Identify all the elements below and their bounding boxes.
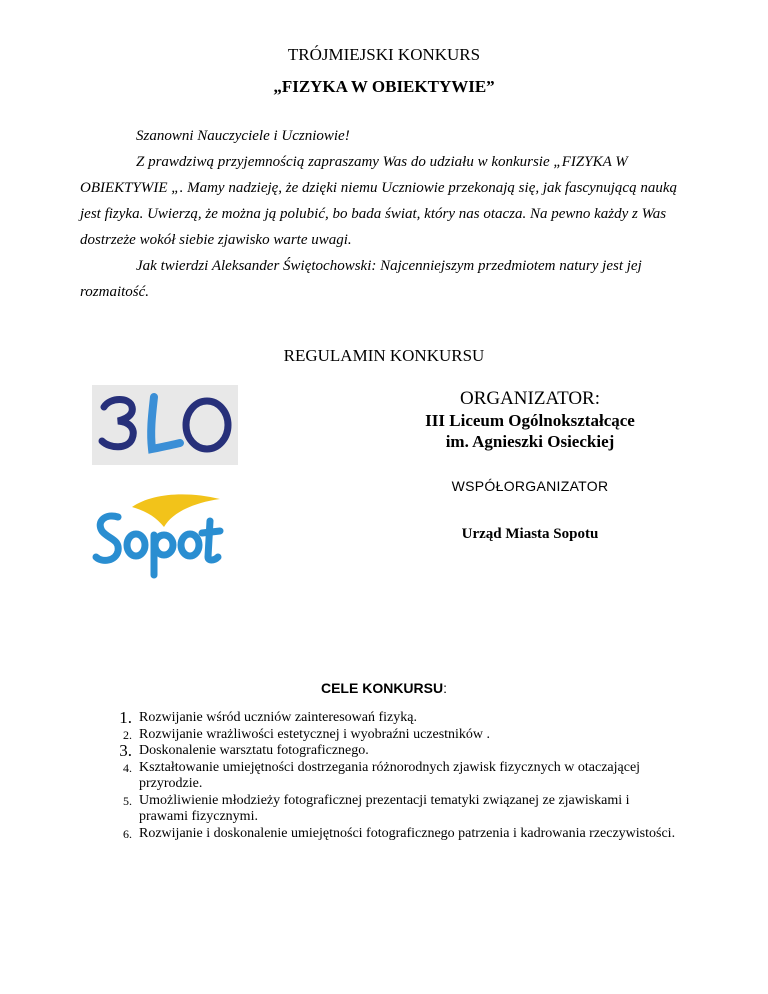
list-item bbox=[80, 826, 680, 843]
organizer-label: ORGANIZATOR: bbox=[459, 388, 601, 409]
intro-paragraph-1 bbox=[80, 123, 680, 253]
list-item-text: Rozwijanie wśród uczniów zainteresowań fizyką. bbox=[139, 710, 417, 725]
list-item-text: Umożliwienie młodzieży fotograficznej prezentacji tematyki związanej ze zjawiskami i prawami fizycznymi. bbox=[139, 792, 630, 824]
list-item bbox=[80, 793, 680, 826]
list-item bbox=[80, 760, 680, 793]
list-item-number: 4. bbox=[123, 760, 132, 775]
3lo-logo bbox=[92, 385, 238, 465]
list-item-text: Kształtowanie umiejętności dostrzegania różnorodnych zjawisk fizycznych w otaczającej przyrodzie. bbox=[139, 759, 641, 791]
list-item-text: Doskonalenie warsztatu fotograficznego. bbox=[139, 743, 369, 758]
goals-title-text: CELE KONKURSU bbox=[320, 680, 444, 696]
greeting: Szanowni Nauczyciele i Uczniowie! bbox=[136, 128, 350, 144]
coorganizer-name: Urząd Miasta Sopotu bbox=[461, 526, 599, 542]
list-item-text: Rozwijanie i doskonalenie umiejętności fotograficznego patrzenia i kadrowania rzeczywistości. bbox=[139, 825, 676, 841]
organizer-name-line2: im. Agnieszki Osieckiej bbox=[445, 432, 615, 451]
list-item bbox=[80, 727, 680, 744]
goals-title-colon: : bbox=[443, 680, 447, 696]
sopot-logo-icon bbox=[92, 487, 224, 579]
list-item-number: 5. bbox=[123, 793, 132, 808]
list-item-number: 6. bbox=[123, 826, 132, 841]
contest-title-line2: „FIZYKA W OBIEKTYWIE” bbox=[273, 77, 495, 96]
list-item bbox=[80, 710, 680, 727]
3lo-logo-icon bbox=[92, 385, 238, 465]
list-item-number: 2. bbox=[123, 727, 132, 742]
goals-list bbox=[80, 710, 680, 842]
list-item-text: Rozwijanie wrażliwości estetycznej i wyobraźni uczestników . bbox=[139, 726, 491, 742]
coorganizer-label: WSPÓŁORGANIZATOR bbox=[451, 478, 609, 494]
goals-title bbox=[0, 680, 768, 696]
organizer-name-line1: III Liceum Ogólnokształcące bbox=[425, 411, 635, 430]
list-item-number: 1. bbox=[119, 708, 132, 727]
sopot-logo bbox=[92, 487, 224, 579]
intro-paragraph-2: Jak twierdzi Aleksander Świętochowski: Najcenniejszym przedmiotem natury jest jej rozmaitość. bbox=[80, 258, 642, 300]
organizer-name bbox=[380, 410, 680, 452]
list-item-number: 3. bbox=[119, 741, 132, 760]
intro-text-1: Z prawdziwą przyjemnością zapraszamy Was do udziału w konkursie „FIZYKA W OBIEKTYWIE „. Mamy nadzieję, że dzięki niemu Uczniowie przekonają się, jak fascynującą nauką jest fizyka. Uwierzą, że można ją polubić, bo bada świat, który nas otacza. Na pewno każdy z Was dostrzeże wokół siebie zjawisko warte uwagi. bbox=[80, 154, 677, 248]
list-item bbox=[80, 743, 680, 760]
contest-title-line1: TRÓJMIEJSKI KONKURS bbox=[287, 45, 481, 64]
rules-title: REGULAMIN KONKURSU bbox=[283, 346, 485, 365]
